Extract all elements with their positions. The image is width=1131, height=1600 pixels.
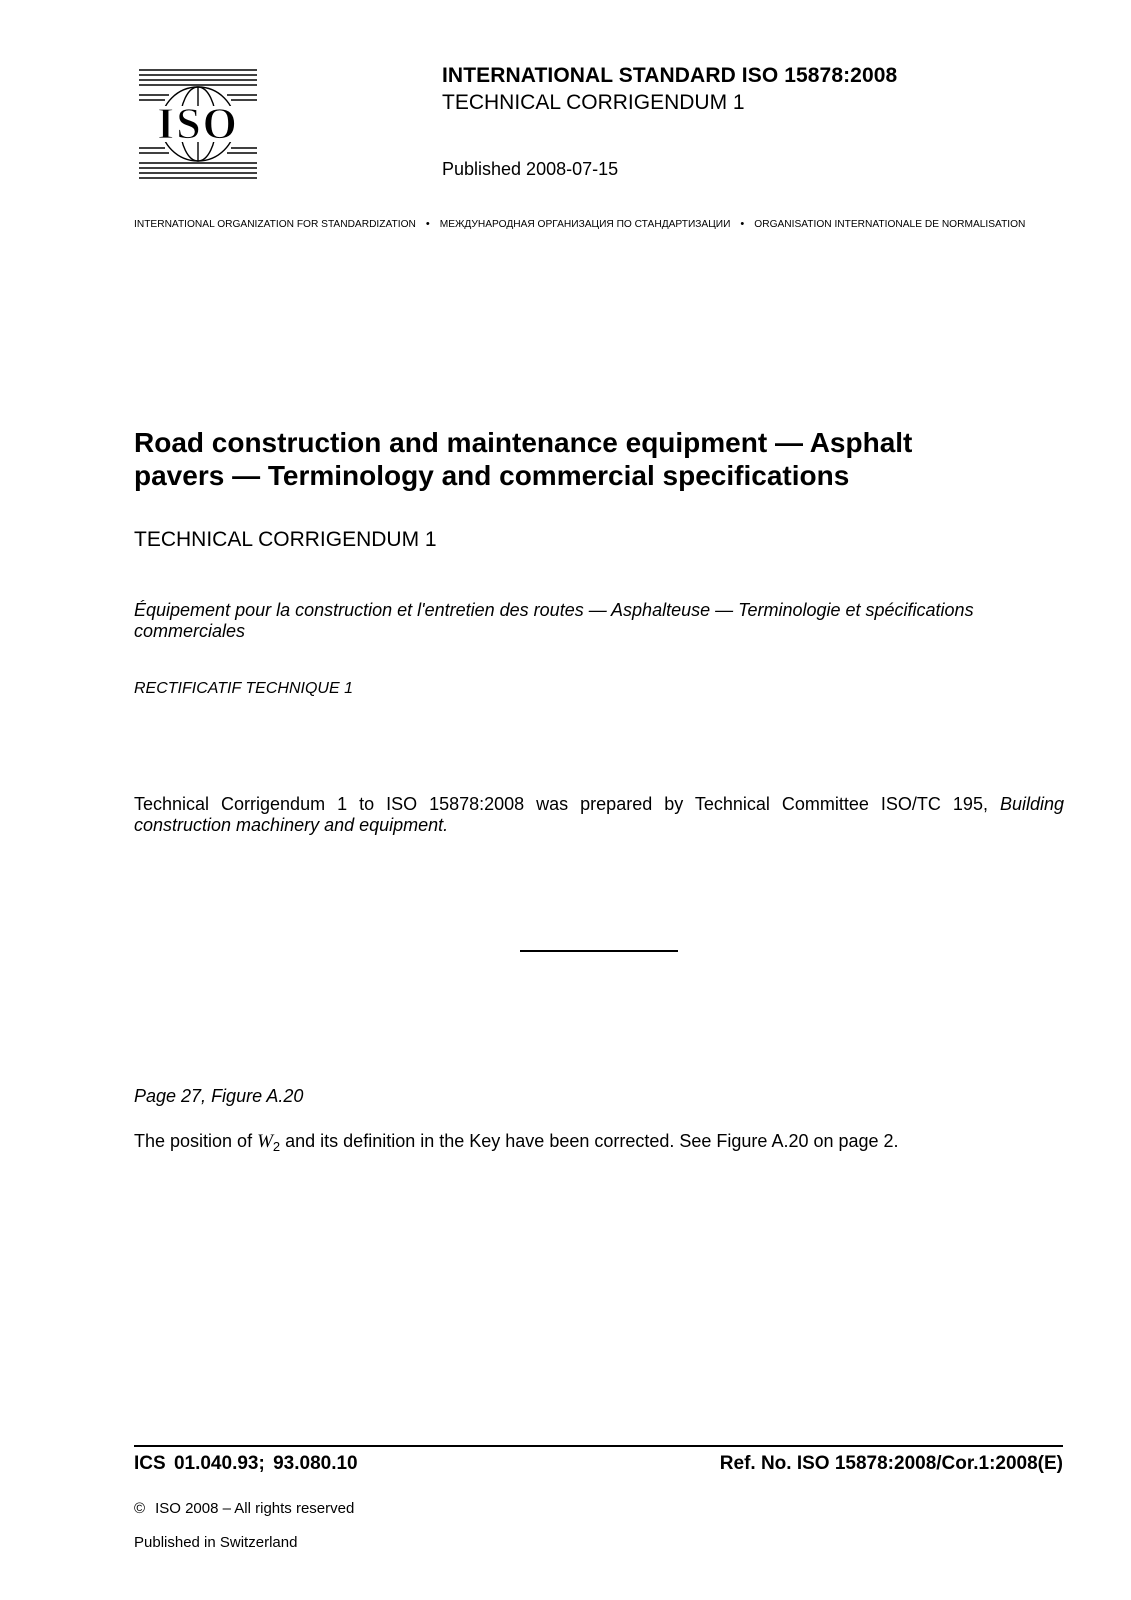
separator-bullet: • xyxy=(425,218,430,230)
iso-logo-text: ISO xyxy=(157,99,239,148)
organization-name-fr: ORGANISATION INTERNATIONALE DE NORMALISATION xyxy=(754,218,1026,230)
corrigendum-label: TECHNICAL CORRIGENDUM 1 xyxy=(442,91,745,114)
french-subtitle: RECTIFICATIF TECHNIQUE 1 xyxy=(134,680,353,697)
preparation-text: Technical Corrigendum 1 to ISO 15878:2008 was prepared by Technical Committee ISO/TC 195, xyxy=(134,794,1000,814)
organization-names xyxy=(134,218,1064,230)
published-in: Published in Switzerland xyxy=(134,1534,298,1551)
ics-codes: ICS 01.040.93; 93.080.10 xyxy=(134,1453,358,1474)
separator-line xyxy=(520,950,678,952)
copyright-notice xyxy=(134,1500,354,1517)
correction-location: Page 27, Figure A.20 xyxy=(134,1086,304,1106)
copyright-text: ISO 2008 – All rights reserved xyxy=(155,1500,355,1517)
organization-name-en: INTERNATIONAL ORGANIZATION FOR STANDARDIZATION xyxy=(134,218,416,230)
document-subtitle: TECHNICAL CORRIGENDUM 1 xyxy=(134,528,437,551)
document-title xyxy=(134,426,1034,492)
organization-name-ru: МЕЖДУНАРОДНАЯ ОРГАНИЗАЦИЯ ПО СТАНДАРТИЗАЦИИ xyxy=(439,218,731,230)
committee-name: Building construction machinery and equipment. xyxy=(134,794,1064,835)
document-title-line-1: Road construction and maintenance equipment — Asphalt xyxy=(134,427,913,458)
iso-logo-icon xyxy=(139,68,257,180)
french-title: Équipement pour la construction et l'entretien des routes — Asphalteuse — Terminologie et spécifications commerciales xyxy=(134,600,974,641)
standard-title: INTERNATIONAL STANDARD ISO 15878:2008 xyxy=(442,64,898,87)
iso-logo xyxy=(139,68,257,180)
preparation-paragraph xyxy=(134,794,1064,836)
symbol-w: W xyxy=(257,1131,273,1152)
footer-rule xyxy=(134,1445,1063,1447)
correction-text xyxy=(134,1131,899,1154)
reference-number: Ref. No. ISO 15878:2008/Cor.1:2008(E) xyxy=(719,1453,1063,1474)
document-title-line-2: pavers — Terminology and commercial specifications xyxy=(134,460,850,491)
correction-text-after: and its definition in the Key have been corrected. See Figure A.20 on page 2. xyxy=(280,1131,899,1151)
correction-text-before: The position of xyxy=(134,1131,258,1151)
separator-bullet: • xyxy=(740,218,745,230)
copyright-icon: © xyxy=(134,1500,146,1517)
symbol-subscript: 2 xyxy=(272,1139,281,1154)
published-date: Published 2008-07-15 xyxy=(442,159,619,179)
